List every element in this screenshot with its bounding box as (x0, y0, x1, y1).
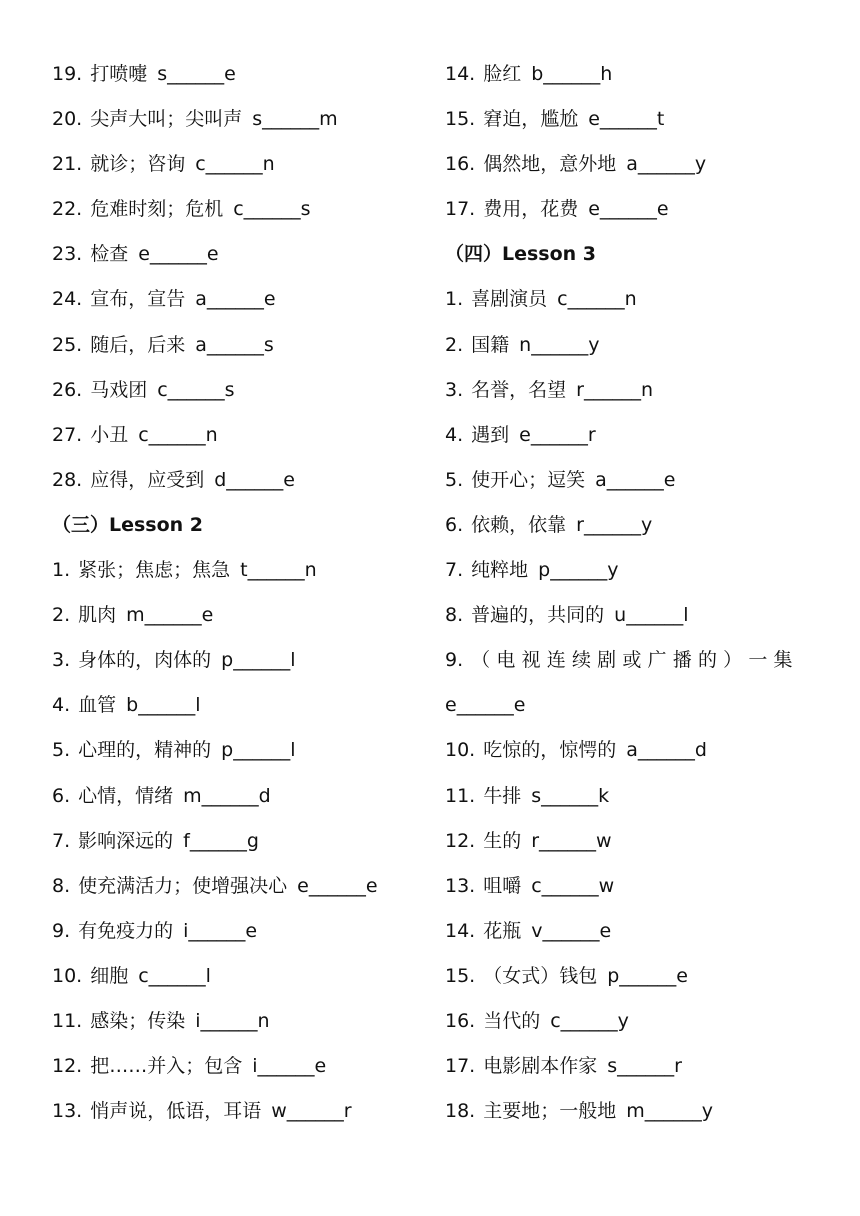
item-number: 20. (52, 108, 83, 131)
answer-blank: a______e (195, 288, 276, 311)
chinese-meaning: 心情，情绪 (78, 784, 174, 807)
chinese-meaning: 应得，应受到 (90, 468, 205, 491)
chinese-meaning: 尖声大叫；尖叫声 (90, 108, 243, 131)
chinese-meaning: 花瓶 (483, 919, 522, 942)
chinese-meaning: 细胞 (90, 964, 129, 987)
item-number: 28. (52, 468, 83, 491)
vocab-item (52, 728, 422, 773)
vocab-item (52, 97, 422, 142)
answer-blank: a______y (626, 153, 707, 176)
vocab-item (52, 683, 422, 728)
item-number: 2. (52, 604, 71, 627)
vocab-item (52, 593, 422, 638)
vocab-item (52, 368, 422, 413)
vocab-item (445, 323, 815, 368)
vocab-item (52, 548, 422, 593)
vocab-item (52, 413, 422, 458)
item-number: 13. (445, 874, 476, 897)
vocab-item (445, 683, 815, 728)
answer-blank: s______m (252, 108, 338, 131)
item-number: 4. (52, 694, 71, 717)
chinese-meaning: 使充满活力；使增强决心 (78, 874, 288, 897)
left-column (52, 52, 422, 1134)
vocab-item (445, 368, 815, 413)
chinese-meaning: 喜剧演员 (471, 288, 548, 311)
item-number: 13. (52, 1100, 83, 1123)
answer-blank: v______e (531, 919, 612, 942)
vocab-item (52, 232, 422, 277)
vocab-item (445, 187, 815, 232)
item-number: 9. (52, 919, 71, 942)
chinese-meaning: 有免疫力的 (78, 919, 174, 942)
item-number: 1. (52, 559, 71, 582)
chinese-meaning: 牛排 (483, 784, 522, 807)
answer-blank: e______e (138, 243, 219, 266)
chinese-meaning: 电影剧本作家 (483, 1055, 598, 1078)
answer-blank: c______s (233, 198, 311, 221)
vocab-item (445, 909, 815, 954)
item-number: 10. (52, 964, 83, 987)
item-number: 17. (445, 1055, 476, 1078)
vocab-item (52, 909, 422, 954)
chinese-meaning: 国籍 (471, 333, 510, 356)
item-number: 23. (52, 243, 83, 266)
vocab-item (52, 187, 422, 232)
item-number: 26. (52, 378, 83, 401)
answer-blank: p______l (221, 649, 296, 672)
answer-blank: m______y (626, 1100, 713, 1123)
item-number: 19. (52, 63, 83, 85)
vocab-item (445, 864, 815, 909)
item-number: 2. (445, 333, 464, 356)
answer-blank: u______l (614, 604, 689, 627)
section-heading: （三）Lesson 2 (52, 513, 204, 536)
chinese-meaning: 小丑 (90, 423, 129, 446)
answer-blank: r______y (576, 513, 653, 536)
chinese-meaning: 心理的，精神的 (78, 739, 212, 762)
vocab-item (445, 774, 815, 819)
chinese-meaning: （电视连续剧或广播的）一集 (471, 649, 799, 672)
item-number: 24. (52, 288, 83, 311)
vocab-item (445, 954, 815, 999)
chinese-meaning: 影响深远的 (78, 829, 174, 852)
chinese-meaning: 紧张；焦虑；焦急 (78, 559, 231, 582)
vocab-item (445, 503, 815, 548)
answer-blank: b______h (531, 63, 613, 85)
item-number: 15. (445, 108, 476, 131)
answer-blank: c______n (195, 153, 275, 176)
item-number: 22. (52, 198, 83, 221)
chinese-meaning: 随后，后来 (90, 333, 186, 356)
answer-blank: c______n (557, 288, 637, 311)
answer-blank: t______n (240, 559, 317, 582)
answer-blank: c______n (138, 423, 218, 446)
chinese-meaning: 依赖，依靠 (471, 513, 567, 536)
chinese-meaning: 宣布，宣告 (90, 288, 186, 311)
item-number: 12. (445, 829, 476, 852)
answer-blank: i______e (252, 1055, 327, 1078)
answer-blank: d______e (214, 468, 295, 491)
chinese-meaning: 普遍的，共同的 (471, 604, 605, 627)
chinese-meaning: 名誉，名望 (471, 378, 567, 401)
answer-blank: m______d (183, 784, 271, 807)
chinese-meaning: 主要地；一般地 (483, 1100, 617, 1123)
answer-blank: c______s (157, 378, 235, 401)
item-number: 7. (52, 829, 71, 852)
chinese-meaning: 就诊；咨询 (90, 153, 186, 176)
answer-blank: e______t (588, 108, 665, 131)
chinese-meaning: 生的 (483, 829, 522, 852)
chinese-meaning: 感染；传染 (90, 1009, 186, 1032)
vocab-item (52, 1044, 422, 1089)
vocab-item (445, 1089, 815, 1134)
answer-blank: b______l (126, 694, 201, 717)
vocab-item (445, 52, 815, 97)
answer-blank: a______d (626, 739, 707, 762)
vocab-item (52, 999, 422, 1044)
item-number: 8. (445, 604, 464, 627)
item-number: 27. (52, 423, 83, 446)
answer-blank: e______e (588, 198, 669, 221)
vocab-item (52, 1089, 422, 1134)
chinese-meaning: 悄声说，低语，耳语 (90, 1100, 262, 1123)
vocab-item (52, 323, 422, 368)
chinese-meaning: 马戏团 (90, 378, 148, 401)
vocab-item (52, 954, 422, 999)
item-number: 3. (52, 649, 71, 672)
answer-blank: s______r (607, 1055, 682, 1078)
item-number: 12. (52, 1055, 83, 1078)
section-heading: （四）Lesson 3 (445, 243, 597, 266)
chinese-meaning: 身体的，肉体的 (78, 649, 212, 672)
chinese-meaning: 脸红 (483, 63, 522, 85)
item-number: 11. (52, 1009, 83, 1032)
chinese-meaning: 纯粹地 (471, 559, 529, 582)
chinese-meaning: （女式）钱包 (483, 964, 598, 987)
chinese-meaning: 打喷嚏 (90, 63, 148, 85)
item-number: 25. (52, 333, 83, 356)
answer-blank: i______e (183, 919, 258, 942)
item-number: 21. (52, 153, 83, 176)
item-number: 16. (445, 153, 476, 176)
item-number: 9. (445, 649, 464, 672)
item-number: 5. (445, 468, 464, 491)
vocab-item (445, 97, 815, 142)
answer-blank: p______e (607, 964, 688, 987)
item-number: 10. (445, 739, 476, 762)
vocab-item (52, 819, 422, 864)
vocab-item (445, 1044, 815, 1089)
answer-blank: n______y (519, 333, 600, 356)
answer-blank: e______e (297, 874, 378, 897)
answer-blank: c______w (531, 874, 615, 897)
chinese-meaning: 窘迫，尴尬 (483, 108, 579, 131)
vocab-item (445, 593, 815, 638)
answer-blank: w______r (271, 1100, 352, 1123)
chinese-meaning: 当代的 (483, 1009, 541, 1032)
vocab-item (52, 142, 422, 187)
vocab-item (52, 277, 422, 322)
vocab-item (445, 638, 815, 683)
answer-blank: p______l (221, 739, 296, 762)
item-number: 11. (445, 784, 476, 807)
item-number: 7. (445, 559, 464, 582)
answer-blank: a______s (195, 333, 274, 356)
answer-blank: a______e (595, 468, 676, 491)
vocab-item (445, 819, 815, 864)
chinese-meaning: 偶然地，意外地 (483, 153, 617, 176)
item-number: 15. (445, 964, 476, 987)
answer-blank: s______k (531, 784, 610, 807)
answer-blank: e______r (519, 423, 596, 446)
vocab-item (445, 142, 815, 187)
item-number: 5. (52, 739, 71, 762)
answer-blank: e______e (445, 694, 526, 717)
chinese-meaning: 费用，花费 (483, 198, 579, 221)
answer-blank: s______e (157, 63, 236, 85)
chinese-meaning: 使开心；逗笑 (471, 468, 586, 491)
vocab-item (52, 458, 422, 503)
vocab-item (52, 638, 422, 683)
answer-blank: c______y (550, 1009, 629, 1032)
right-column (445, 52, 815, 1134)
vocab-item (445, 413, 815, 458)
item-number: 1. (445, 288, 464, 311)
item-number: 6. (445, 513, 464, 536)
item-number: 8. (52, 874, 71, 897)
answer-blank: m______e (126, 604, 214, 627)
vocab-item (52, 52, 422, 97)
vocab-item (52, 864, 422, 909)
vocab-item (445, 277, 815, 322)
answer-blank: i______n (195, 1009, 270, 1032)
answer-blank: f______g (183, 829, 259, 852)
vocab-item (52, 774, 422, 819)
chinese-meaning: 危难时刻；危机 (90, 198, 224, 221)
answer-blank: r______w (531, 829, 612, 852)
vocab-item (445, 458, 815, 503)
item-number: 14. (445, 919, 476, 942)
chinese-meaning: 检查 (90, 243, 129, 266)
vocab-item (445, 999, 815, 1044)
item-number: 4. (445, 423, 464, 446)
item-number: 17. (445, 198, 476, 221)
item-number: 14. (445, 63, 476, 85)
item-number: 16. (445, 1009, 476, 1032)
chinese-meaning: 吃惊的，惊愕的 (483, 739, 617, 762)
item-number: 18. (445, 1100, 476, 1123)
chinese-meaning: 把……并入；包含 (90, 1055, 243, 1078)
vocab-item (445, 548, 815, 593)
item-number: 6. (52, 784, 71, 807)
chinese-meaning: 血管 (78, 694, 117, 717)
item-number: 3. (445, 378, 464, 401)
chinese-meaning: 肌肉 (78, 604, 117, 627)
vocab-item (445, 728, 815, 773)
answer-blank: r______n (576, 378, 654, 401)
chinese-meaning: 咀嚼 (483, 874, 522, 897)
chinese-meaning: 遇到 (471, 423, 510, 446)
answer-blank: c______l (138, 964, 211, 987)
answer-blank: p______y (538, 559, 619, 582)
